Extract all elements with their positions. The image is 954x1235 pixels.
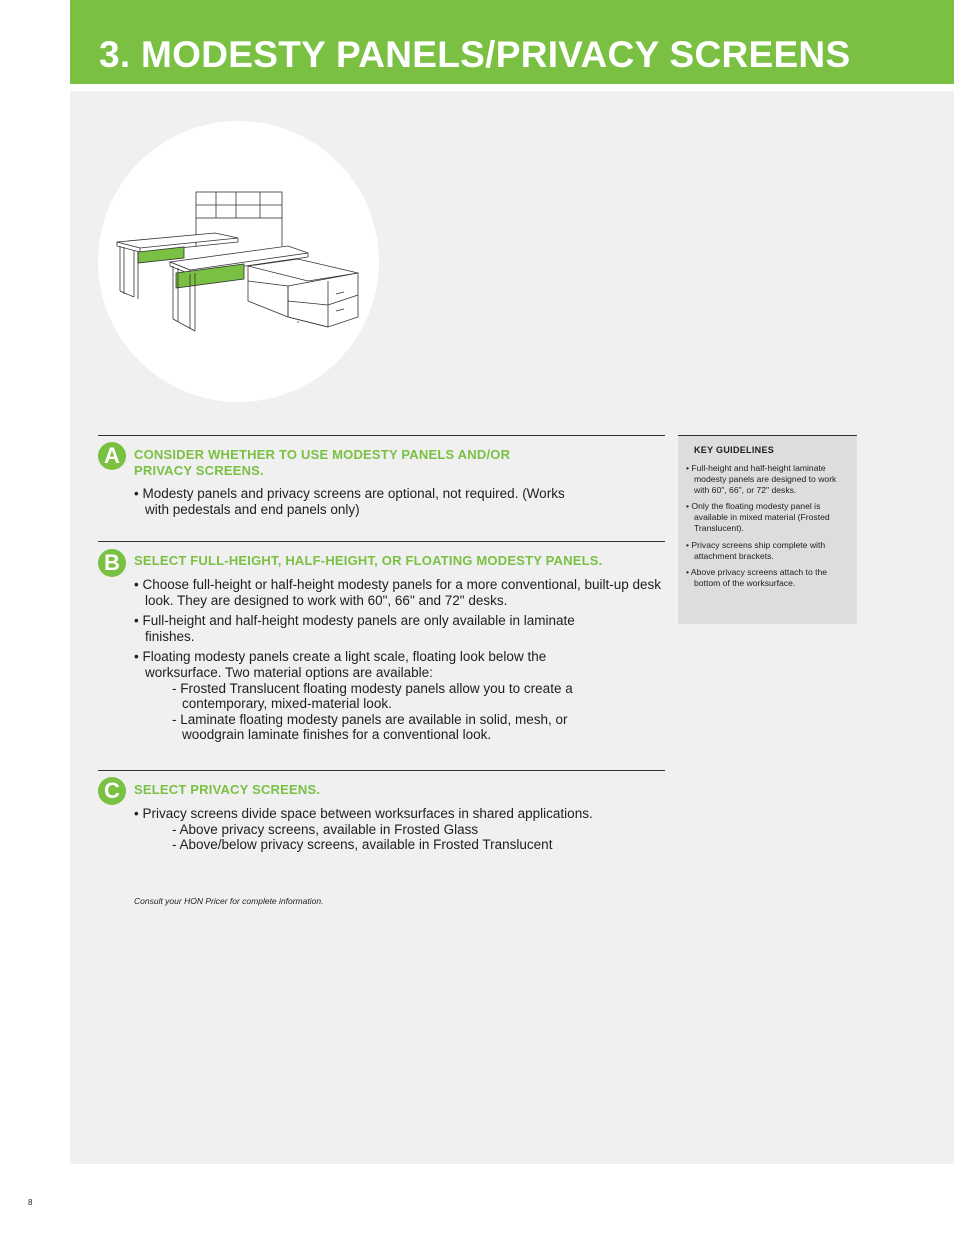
- section-b-rule: [98, 541, 665, 542]
- desk-illustration: [98, 121, 379, 402]
- section-c-rule: [98, 770, 665, 771]
- section-b-badge: B: [98, 549, 126, 577]
- section-c-heading: SELECT PRIVACY SCREENS.: [134, 782, 321, 797]
- section-c-bullet: • Privacy screens divide space between worksurfaces in shared applications.: [134, 806, 593, 821]
- section-b-bullet: • Floating modesty panels create a light scale, floating look below the worksurface. Two material options are available:: [134, 649, 547, 680]
- section-b-body: [134, 577, 664, 743]
- section-c-badge: C: [98, 777, 126, 805]
- section-b-heading: SELECT FULL-HEIGHT, HALF-HEIGHT, OR FLOATING MODESTY PANELS.: [134, 553, 603, 568]
- guideline-item: • Privacy screens ship complete with attachment brackets.: [686, 539, 826, 561]
- section-a-body: [134, 486, 664, 522]
- page-header: [70, 0, 954, 84]
- key-guidelines-box: [678, 435, 857, 624]
- guideline-item: • Above privacy screens attach to the bottom of the worksurface.: [686, 567, 828, 589]
- section-b-bullet: • Choose full-height or half-height modesty panels for a more conventional, built-up desk look. They are designed to work with 60", 66" and 72" desks.: [134, 577, 662, 608]
- illustration-circle: [98, 121, 379, 402]
- guideline-item: • Full-height and half-height laminate modesty panels are designed to work with 60", 66", or 72" desks.: [686, 463, 837, 495]
- section-b-subitem: - Frosted Translucent floating modesty panels allow you to create a contemporary, mixed-material look.: [172, 680, 573, 712]
- section-a-heading: CONSIDER WHETHER TO USE MODESTY PANELS AND/OR PRIVACY SCREENS.: [134, 447, 511, 478]
- page-title: 3. MODESTY PANELS/PRIVACY SCREENS: [99, 34, 851, 75]
- section-c-subitem: - Above privacy screens, available in Frosted Glass: [172, 821, 479, 837]
- page-number: 8: [28, 1198, 33, 1207]
- key-guidelines-title: KEY GUIDELINES: [694, 445, 775, 455]
- section-b-bullet: • Full-height and half-height modesty panels are only available in laminate finishes.: [134, 613, 575, 644]
- key-guidelines-list: [686, 463, 848, 595]
- guideline-item: • Only the floating modesty panel is available in mixed material (Frosted Translucent).: [686, 501, 830, 533]
- footnote: Consult your HON Pricer for complete information.: [134, 896, 324, 906]
- section-a-bullet: • Modesty panels and privacy screens are optional, not required. (Works with pedestals and end panels only): [134, 486, 565, 517]
- section-a-rule: [98, 435, 665, 436]
- section-a-badge: A: [98, 442, 126, 470]
- section-c-subitem: - Above/below privacy screens, available in Frosted Translucent: [172, 837, 553, 853]
- section-b-subitem: - Laminate floating modesty panels are available in solid, mesh, or woodgrain laminate finishes for a conventional look.: [172, 711, 568, 743]
- section-c-body: [134, 806, 664, 853]
